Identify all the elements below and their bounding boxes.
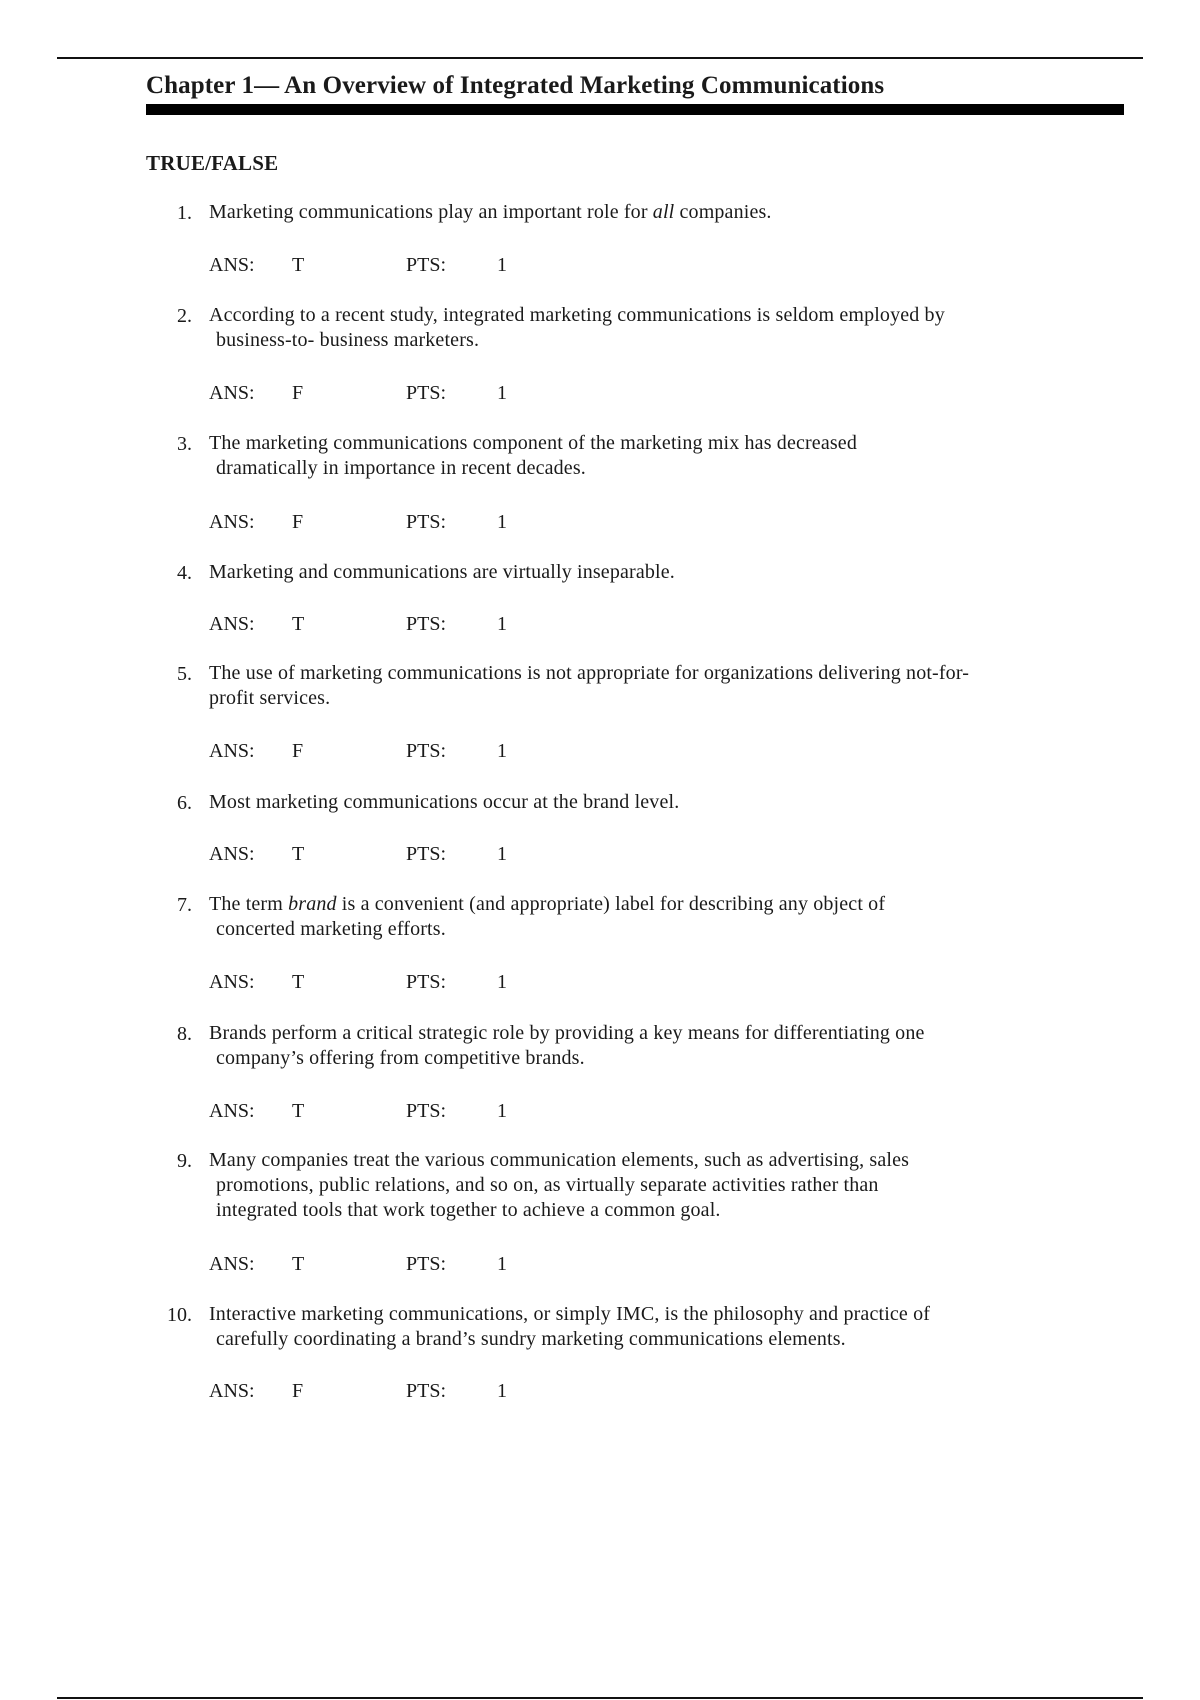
points-label: PTS: xyxy=(406,1100,447,1122)
points-value: 1 xyxy=(497,740,507,762)
question-number: 4. xyxy=(177,562,192,584)
points-value: 1 xyxy=(497,1253,507,1275)
question-number: 3. xyxy=(177,433,192,455)
answer-value: F xyxy=(292,382,304,404)
points-label: PTS: xyxy=(406,1253,447,1275)
answer-value: T xyxy=(292,1253,305,1275)
question-text: Most marketing communications occur at the brand level. xyxy=(209,791,680,813)
chapter-title: Chapter 1— An Overview of Integrated Marketing Communications xyxy=(146,72,885,99)
answer-value: T xyxy=(292,971,305,993)
points-label: PTS: xyxy=(406,1380,447,1402)
points-value: 1 xyxy=(497,613,507,635)
answer-label: ANS: xyxy=(209,382,255,404)
answer-value: F xyxy=(292,511,304,533)
points-label: PTS: xyxy=(406,511,447,533)
points-label: PTS: xyxy=(406,613,447,635)
question-text: Brands perform a critical strategic role by providing a key means for differentiating one company’s offering from competitive brands. xyxy=(209,1022,925,1069)
question-number: 9. xyxy=(177,1150,192,1172)
question-text: The marketing communications component of the marketing mix has decreased dramatically in importance in recent decades. xyxy=(209,432,857,479)
answer-label: ANS: xyxy=(209,1253,255,1275)
question-number: 2. xyxy=(177,305,192,327)
question-text: The use of marketing communications is not appropriate for organizations delivering not-for- profit services. xyxy=(209,662,970,709)
answer-value: F xyxy=(292,1380,304,1402)
question-text: Many companies treat the various communication elements, such as advertising, sales promotions, public relations, and so on, as virtually separate activities rather than integrated tools that work together to achieve a common goal. xyxy=(209,1149,910,1221)
question-number: 7. xyxy=(177,894,192,916)
points-label: PTS: xyxy=(406,843,447,865)
question-text: Marketing communications play an important role for all companies. xyxy=(209,201,772,223)
points-label: PTS: xyxy=(406,740,447,762)
points-value: 1 xyxy=(497,382,507,404)
points-label: PTS: xyxy=(406,254,447,276)
answer-label: ANS: xyxy=(209,613,255,635)
points-label: PTS: xyxy=(406,971,447,993)
points-value: 1 xyxy=(497,843,507,865)
points-value: 1 xyxy=(497,971,507,993)
points-value: 1 xyxy=(497,1100,507,1122)
points-value: 1 xyxy=(497,1380,507,1402)
answer-label: ANS: xyxy=(209,740,255,762)
question-number: 10. xyxy=(167,1304,192,1326)
answer-label: ANS: xyxy=(209,1100,255,1122)
question-text: Marketing and communications are virtually inseparable. xyxy=(209,561,675,583)
answer-value: T xyxy=(292,1100,305,1122)
answer-value: T xyxy=(292,613,305,635)
bottom-rule xyxy=(57,1697,1143,1699)
points-value: 1 xyxy=(497,511,507,533)
answer-value: T xyxy=(292,254,305,276)
answer-label: ANS: xyxy=(209,971,255,993)
points-value: 1 xyxy=(497,254,507,276)
question-text: According to a recent study, integrated marketing communications is seldom employed by business-to- business marketers. xyxy=(209,304,945,351)
answer-label: ANS: xyxy=(209,511,255,533)
question-number: 8. xyxy=(177,1023,192,1045)
answer-value: T xyxy=(292,843,305,865)
answer-label: ANS: xyxy=(209,254,255,276)
answer-value: F xyxy=(292,740,304,762)
title-underline-bar xyxy=(146,104,1124,115)
question-text: The term brand is a convenient (and appropriate) label for describing any object of concerted marketing efforts. xyxy=(209,893,886,940)
question-text: Interactive marketing communications, or simply IMC, is the philosophy and practice of carefully coordinating a brand’s sundry marketing communications elements. xyxy=(209,1303,931,1350)
points-label: PTS: xyxy=(406,382,447,404)
answer-label: ANS: xyxy=(209,1380,255,1402)
question-number: 5. xyxy=(177,663,192,685)
answer-label: ANS: xyxy=(209,843,255,865)
section-heading: TRUE/FALSE xyxy=(146,151,279,175)
question-number: 6. xyxy=(177,792,192,814)
question-number: 1. xyxy=(177,202,192,224)
top-rule xyxy=(57,57,1143,59)
